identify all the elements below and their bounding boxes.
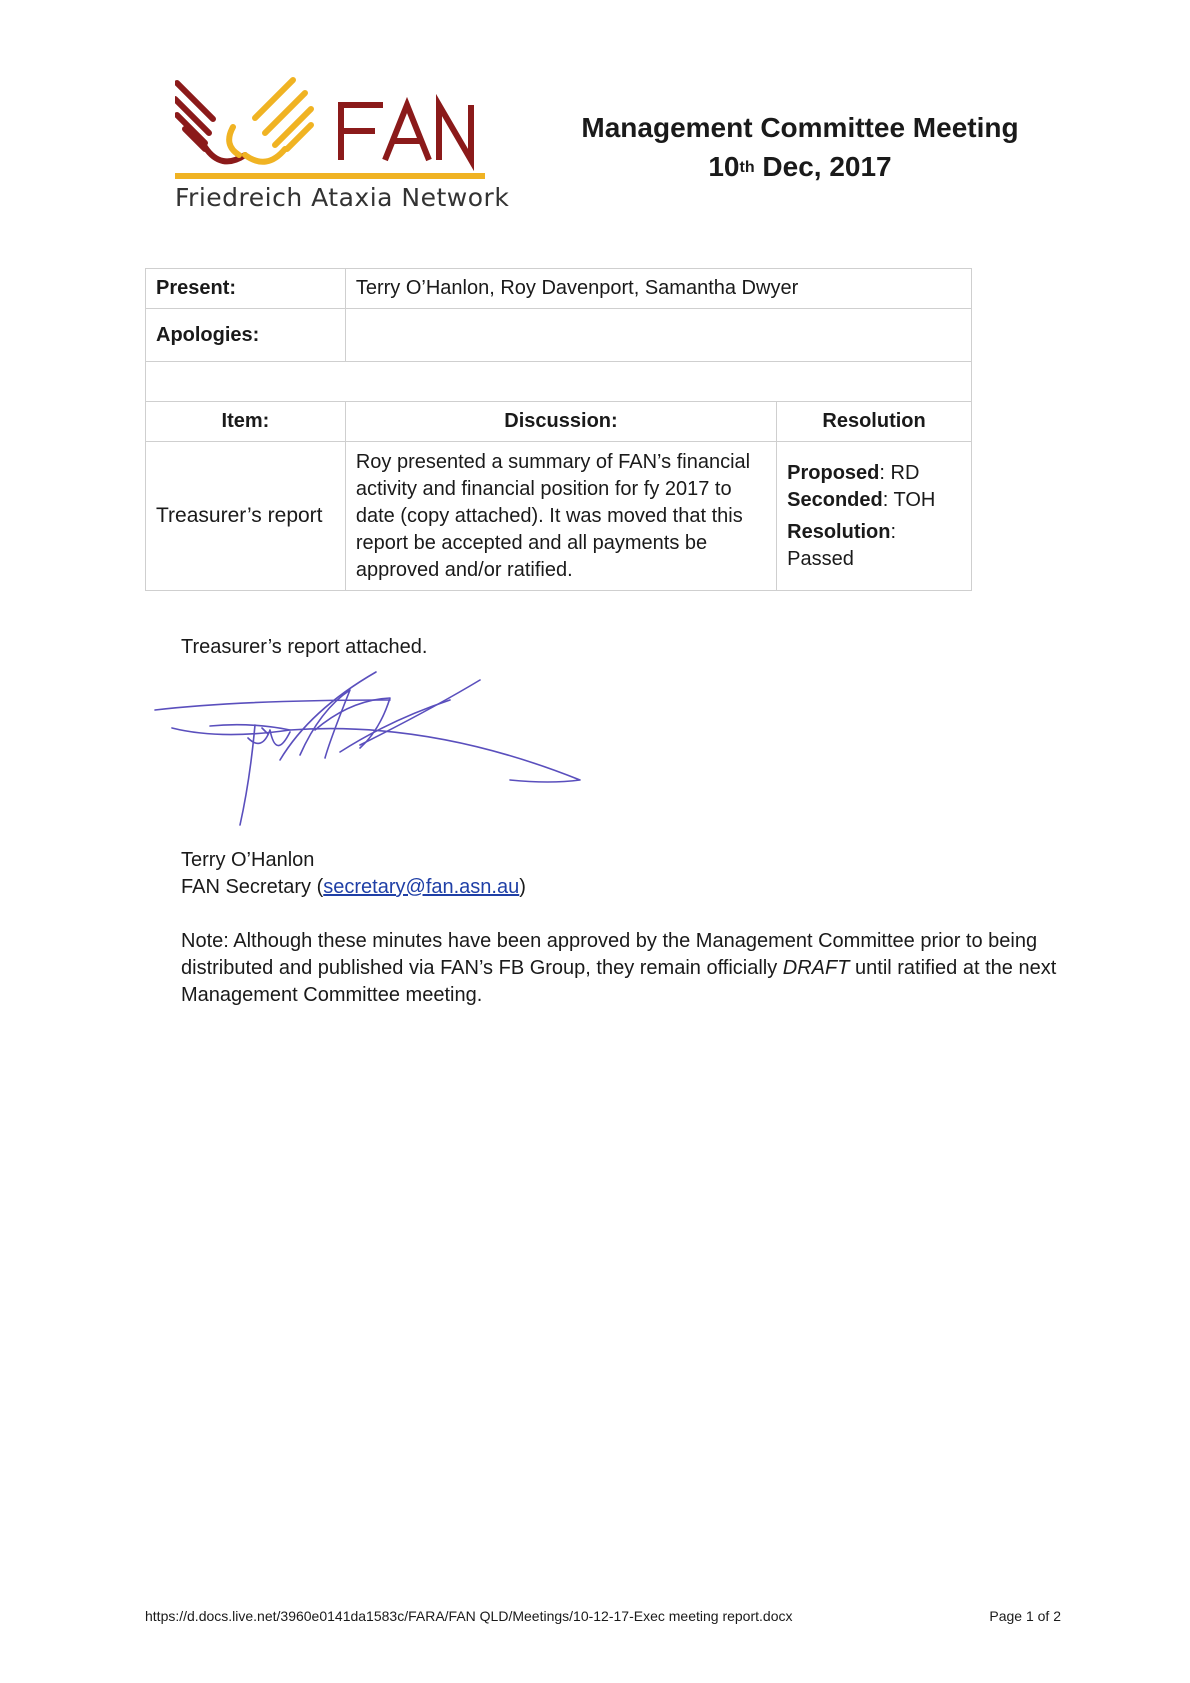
discussion-cell: Roy presented a summary of FAN’s financial activity and financial position for fy 2017 to date (copy attached). It was moved that this report be accepted and all payments be approved and/or ratified. (345, 442, 776, 591)
discussion-header: Discussion: (345, 402, 776, 442)
table-header-row (146, 402, 972, 442)
fan-logo (175, 75, 555, 235)
page-number: Page 1 of 2 (989, 1608, 1061, 1624)
apologies-label: Apologies: (146, 309, 346, 362)
present-value: Terry O’Hanlon, Roy Davenport, Samantha Dwyer (345, 269, 971, 309)
resolution-outcome: Passed (787, 547, 854, 570)
signatory-role: FAN Secretary (secretary@fan.asn.au) (181, 876, 526, 898)
email-link[interactable]: secretary@fan.asn.au (323, 876, 520, 898)
resolution-cell: Proposed: RD Seconded: TOH Resolution: Passed (777, 442, 972, 591)
draft-emphasis: DRAFT (782, 957, 850, 979)
page-title (555, 108, 1045, 186)
spacer-row (146, 362, 972, 402)
table-row (146, 442, 972, 591)
logo-tagline: Friedreich Ataxia Network (175, 183, 510, 212)
meeting-date: 10th Dec, 2017 (708, 151, 892, 182)
present-label: Present: (146, 269, 346, 309)
draft-note: Note: Although these minutes have been approved by the Management Committee prior to being distributed and published via FAN’s FB Group, they remain officially DRAFT until ratified at the next Management Committee meeting. (181, 930, 1057, 1006)
attachment-note: Treasurer’s report attached. (181, 636, 428, 658)
signature (150, 660, 590, 835)
signatory-name: Terry O’Hanlon (181, 849, 315, 871)
minutes-table (145, 268, 972, 591)
apologies-row (146, 309, 972, 362)
item-cell: Treasurer’s report (146, 442, 346, 591)
meeting-title: Management Committee Meeting (581, 112, 1019, 143)
footer-url: https://d.docs.live.net/3960e0141da1583c/FARA/FAN QLD/Meetings/10-12-17-Exec meeting report.docx (145, 1608, 793, 1624)
present-row (146, 269, 972, 309)
item-header: Item: (146, 402, 346, 442)
resolution-header: Resolution (777, 402, 972, 442)
apologies-value (345, 309, 971, 362)
signature-icon (150, 660, 590, 835)
